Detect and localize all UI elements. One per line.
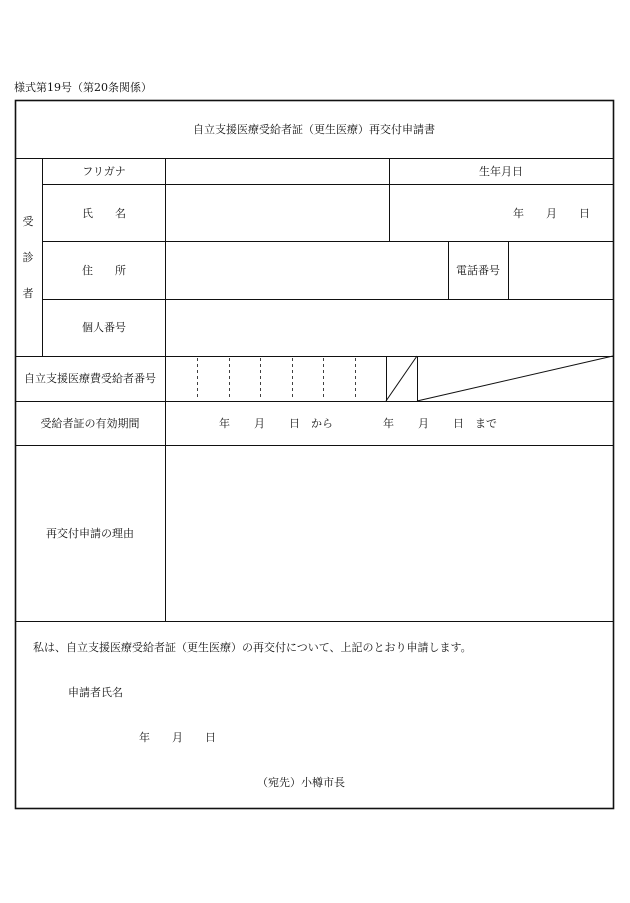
validity-label: 受給者証の有効期間 — [40, 417, 140, 430]
patient-label-char-2: 診 — [22, 251, 34, 264]
addressee: （宛先）小樽市長 — [257, 776, 345, 789]
birthdate-label: 生年月日 — [479, 165, 523, 178]
reason-label: 再交付申請の理由 — [46, 527, 134, 540]
validity-from-month: 月 — [254, 417, 265, 430]
name-label: 氏 名 — [82, 207, 126, 220]
application-date: 年 月 日 — [139, 731, 216, 744]
validity-to-year: 年 — [383, 417, 394, 430]
declaration-text: 私は、自立支援医療受給者証（更生医療）の再交付について、上記のとおり申請します。 — [33, 641, 472, 654]
validity-to-day: 日 まで — [453, 417, 497, 430]
furigana-label: フリガナ — [82, 165, 126, 178]
address-label: 住 所 — [82, 264, 126, 277]
applicant-name-label: 申請者氏名 — [68, 686, 123, 699]
patient-label-char-1: 受 — [22, 215, 34, 228]
validity-from-day: 日 から — [289, 417, 333, 430]
form-title: 自立支援医療受給者証（更生医療）再交付申請書 — [193, 123, 435, 136]
validity-from-year: 年 — [219, 417, 230, 430]
certificate-number-label: 自立支援医療費受給者番号 — [24, 372, 156, 385]
patient-label-char-3: 者 — [22, 287, 34, 300]
individual-number-label: 個人番号 — [82, 321, 126, 334]
form-number: 様式第19号（第20条関係） — [14, 81, 152, 94]
phone-label: 電話番号 — [456, 264, 500, 277]
birthdate-format: 年 月 日 — [513, 207, 590, 220]
validity-to-month: 月 — [418, 417, 429, 430]
